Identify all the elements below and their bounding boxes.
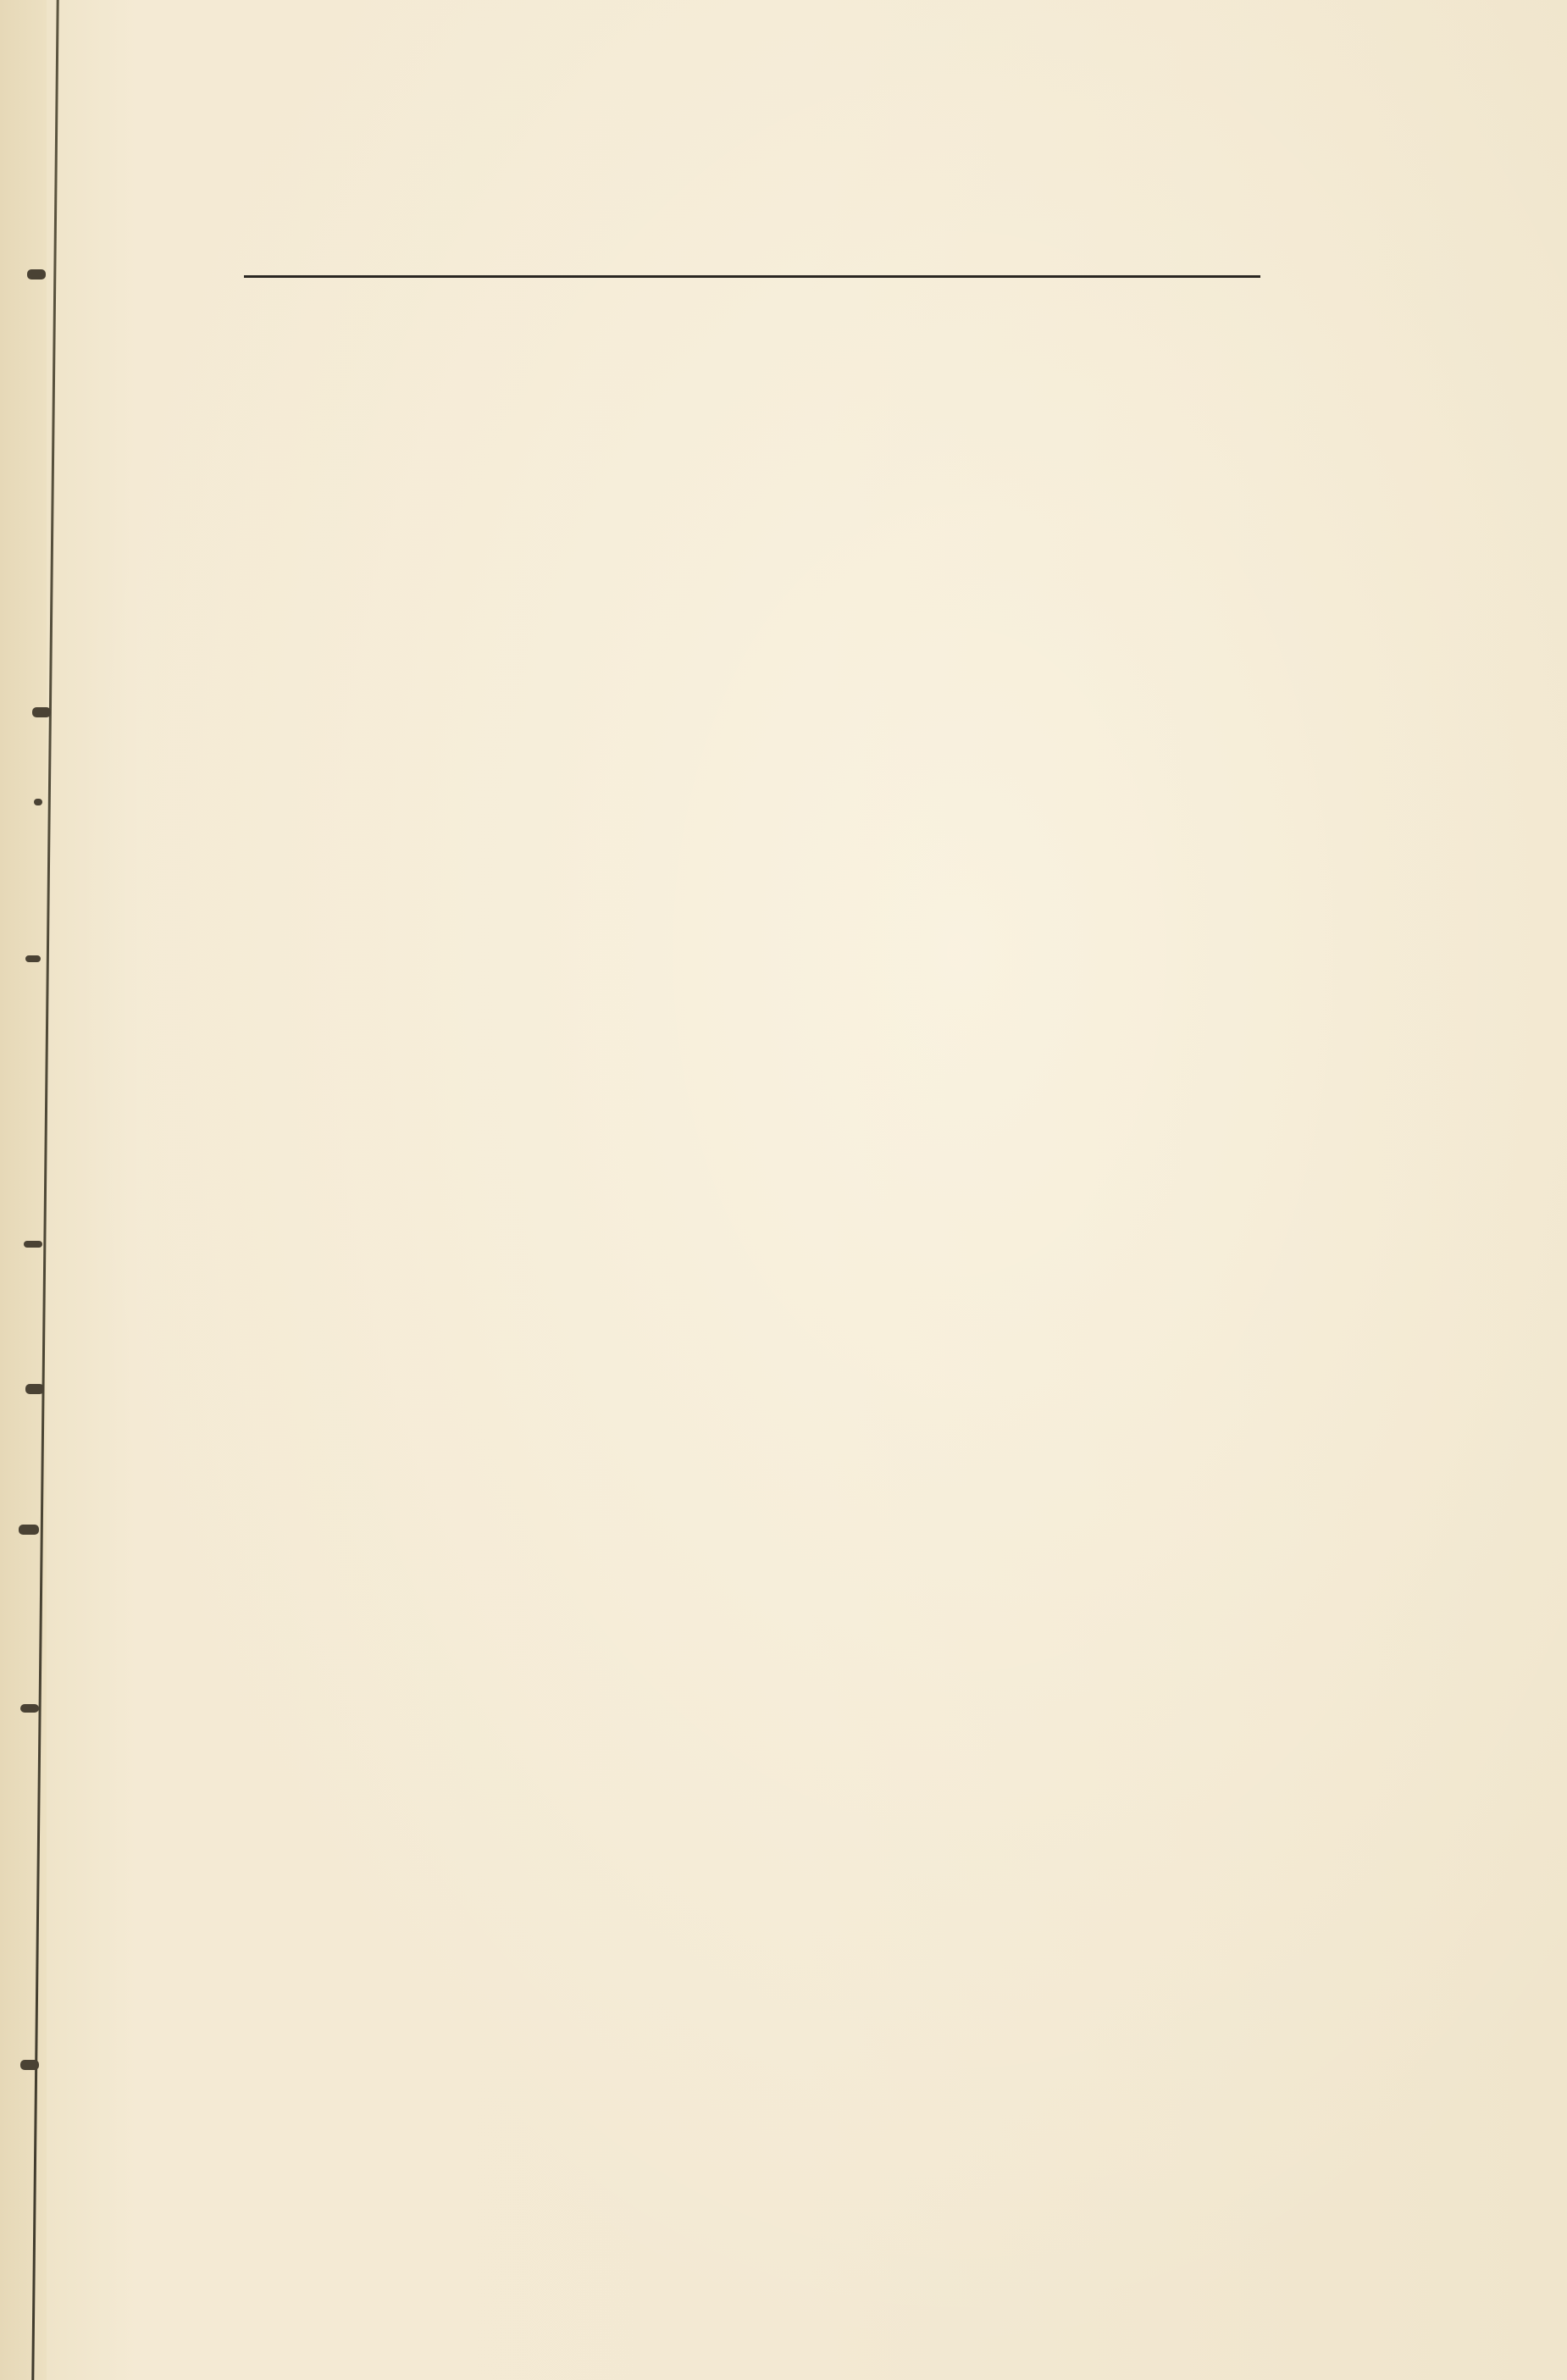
binding-stitch — [20, 2060, 39, 2070]
binding-stitch — [25, 955, 41, 962]
binding-stitch — [20, 1704, 39, 1713]
running-head — [248, 213, 1260, 256]
binding-stitch — [34, 799, 42, 805]
binding-stitch — [24, 1241, 42, 1248]
page — [47, 0, 1567, 2380]
facing-page-edge — [0, 0, 47, 2380]
binding-stitch — [27, 269, 46, 280]
binding-stitch — [19, 1525, 39, 1535]
binding-stitch — [25, 1384, 44, 1394]
binding-stitch — [32, 707, 51, 717]
header-rule — [244, 275, 1260, 278]
